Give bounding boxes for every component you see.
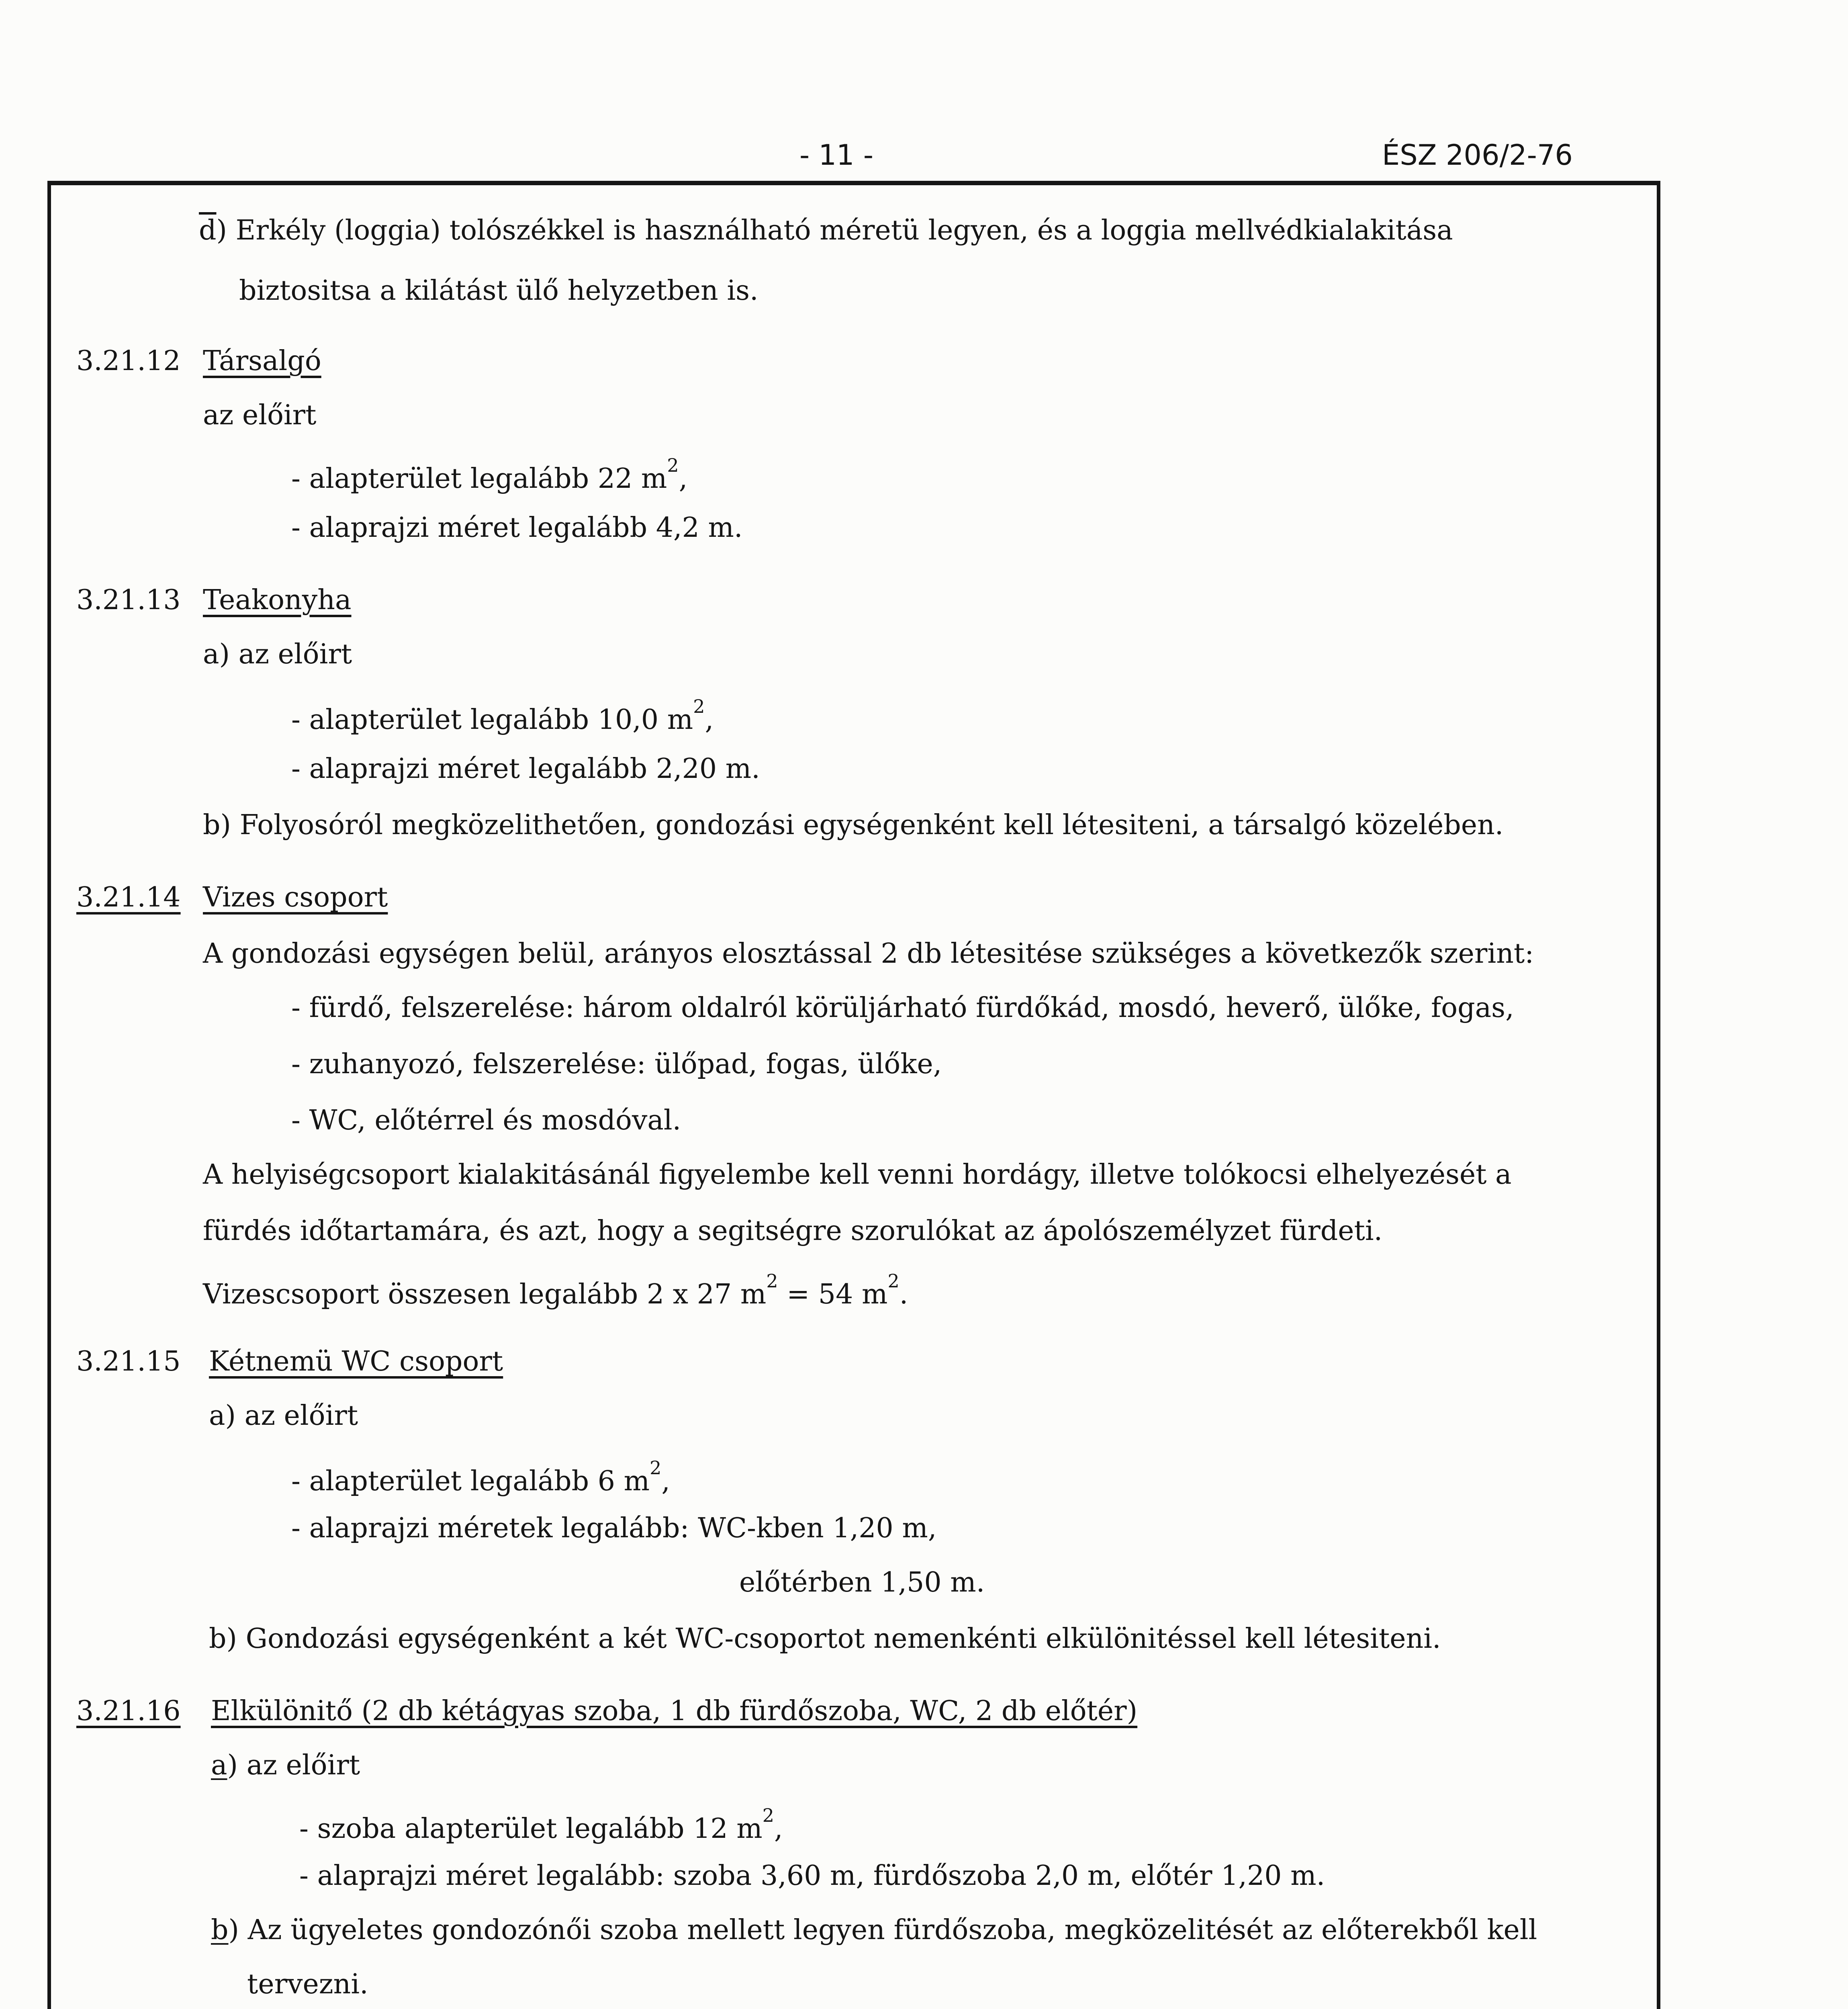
bullet-area: - alapterület legalább 22 $m^2$, [291, 454, 688, 495]
bullet-area: - alapterület legalább 10,0 $m^2$, [291, 696, 714, 736]
section-title: Társalgó [203, 345, 321, 377]
page-number: - 11 - [799, 139, 874, 172]
section-paragraph: b) Gondozási egységenként a két WC-csoportot nemenkénti elkülönitéssel kell létesiteni. [209, 1623, 1441, 1655]
section-title: Kétnemü WC csoport [209, 1346, 503, 1377]
bullet-area: - szoba alapterület legalább 12 $m^2$, [299, 1804, 783, 1845]
bullet-dimension: - alaprajzi méret legalább: szoba 3,60 m, fürdőszoba 2,0 m, előtér 1,20 m. [299, 1860, 1325, 1892]
item-b-line-2: tervezni. [247, 1968, 368, 2000]
item-a: a) az előirt [211, 1749, 360, 1781]
paragraph-line: fürdés időtartamára, és azt, hogy a segitségre szorulókat az ápolószemélyzet fürdeti. [203, 1215, 1383, 1247]
bullet-shower: - zuhanyozó, felszerelése: ülőpad, fogas, ülőke, [291, 1048, 942, 1080]
paragraph-line: A helyiségcsoport kialakitásánál figyelembe kell venni hordágy, illetve tolókocsi elhelyezését a [203, 1159, 1512, 1191]
bullet-dimension: - alaprajzi méret legalább 2,20 m. [291, 753, 760, 785]
intro-line-2: biztositsa a kilátást ülő helyzetben is. [239, 275, 758, 307]
bullet-dimension: - alaprajzi méret legalább 4,2 m. [291, 512, 743, 544]
item-b-line-1: b) Az ügyeletes gondozónői szoba mellett legyen fürdőszoba, megközelitését az előterekből kell [211, 1914, 1537, 1946]
section-number: 3.21.15 [76, 1346, 181, 1377]
bullet-wc: - WC, előtérrel és mosdóval. [291, 1105, 681, 1136]
section-number: 3.21.13 [76, 584, 181, 616]
section-number: 3.21.12 [76, 345, 181, 377]
bullet-area: - alapterület legalább 6 $m^2$, [291, 1457, 671, 1497]
intro-mark: $\overline{d}$ [199, 215, 217, 246]
section-title: Elkülönitő (2 db kétágyas szoba, 1 db fürdőszoba, WC, 2 db előtér) [211, 1695, 1138, 1727]
section-title: Vizes csoport [203, 882, 388, 913]
intro-line-1: $\overline{d}$) Erkély (loggia) tolószékkel is használható méretü legyen, és a loggia mellvédkialakitása [199, 215, 1453, 246]
section-number: 3.21.16 [76, 1695, 181, 1727]
bullet-dimension: - alaprajzi méretek legalább: WC-kben 1,20 m, [291, 1512, 937, 1544]
section-lead: a) az előirt [203, 638, 352, 670]
section-lead: az előirt [203, 399, 317, 431]
document-code: ÉSZ 206/2-76 [1382, 139, 1573, 172]
bullet-dimension-cont: előtérben 1,50 m. [739, 1567, 985, 1598]
section-lead: a) az előirt [209, 1400, 358, 1432]
paragraph-total: Vizescsoport összesen legalább 2 x 27 $m^2 = 54$ $m^2$. [203, 1270, 908, 1310]
section-lead: A gondozási egységen belül, arányos elosztással 2 db létesitése szükséges a következők szerint: [203, 938, 1534, 970]
section-title: Teakonyha [203, 584, 352, 616]
bullet-bath: - fürdő, felszerelése: három oldalról körüljárható fürdőkád, mosdó, heverő, ülőke, fogas, [291, 992, 1514, 1024]
section-number: 3.21.14 [76, 882, 181, 913]
page-frame [47, 181, 1660, 2009]
section-paragraph: b) Folyosóról megközelithetően, gondozási egységenként kell létesiteni, a társalgó közelében. [203, 809, 1504, 841]
